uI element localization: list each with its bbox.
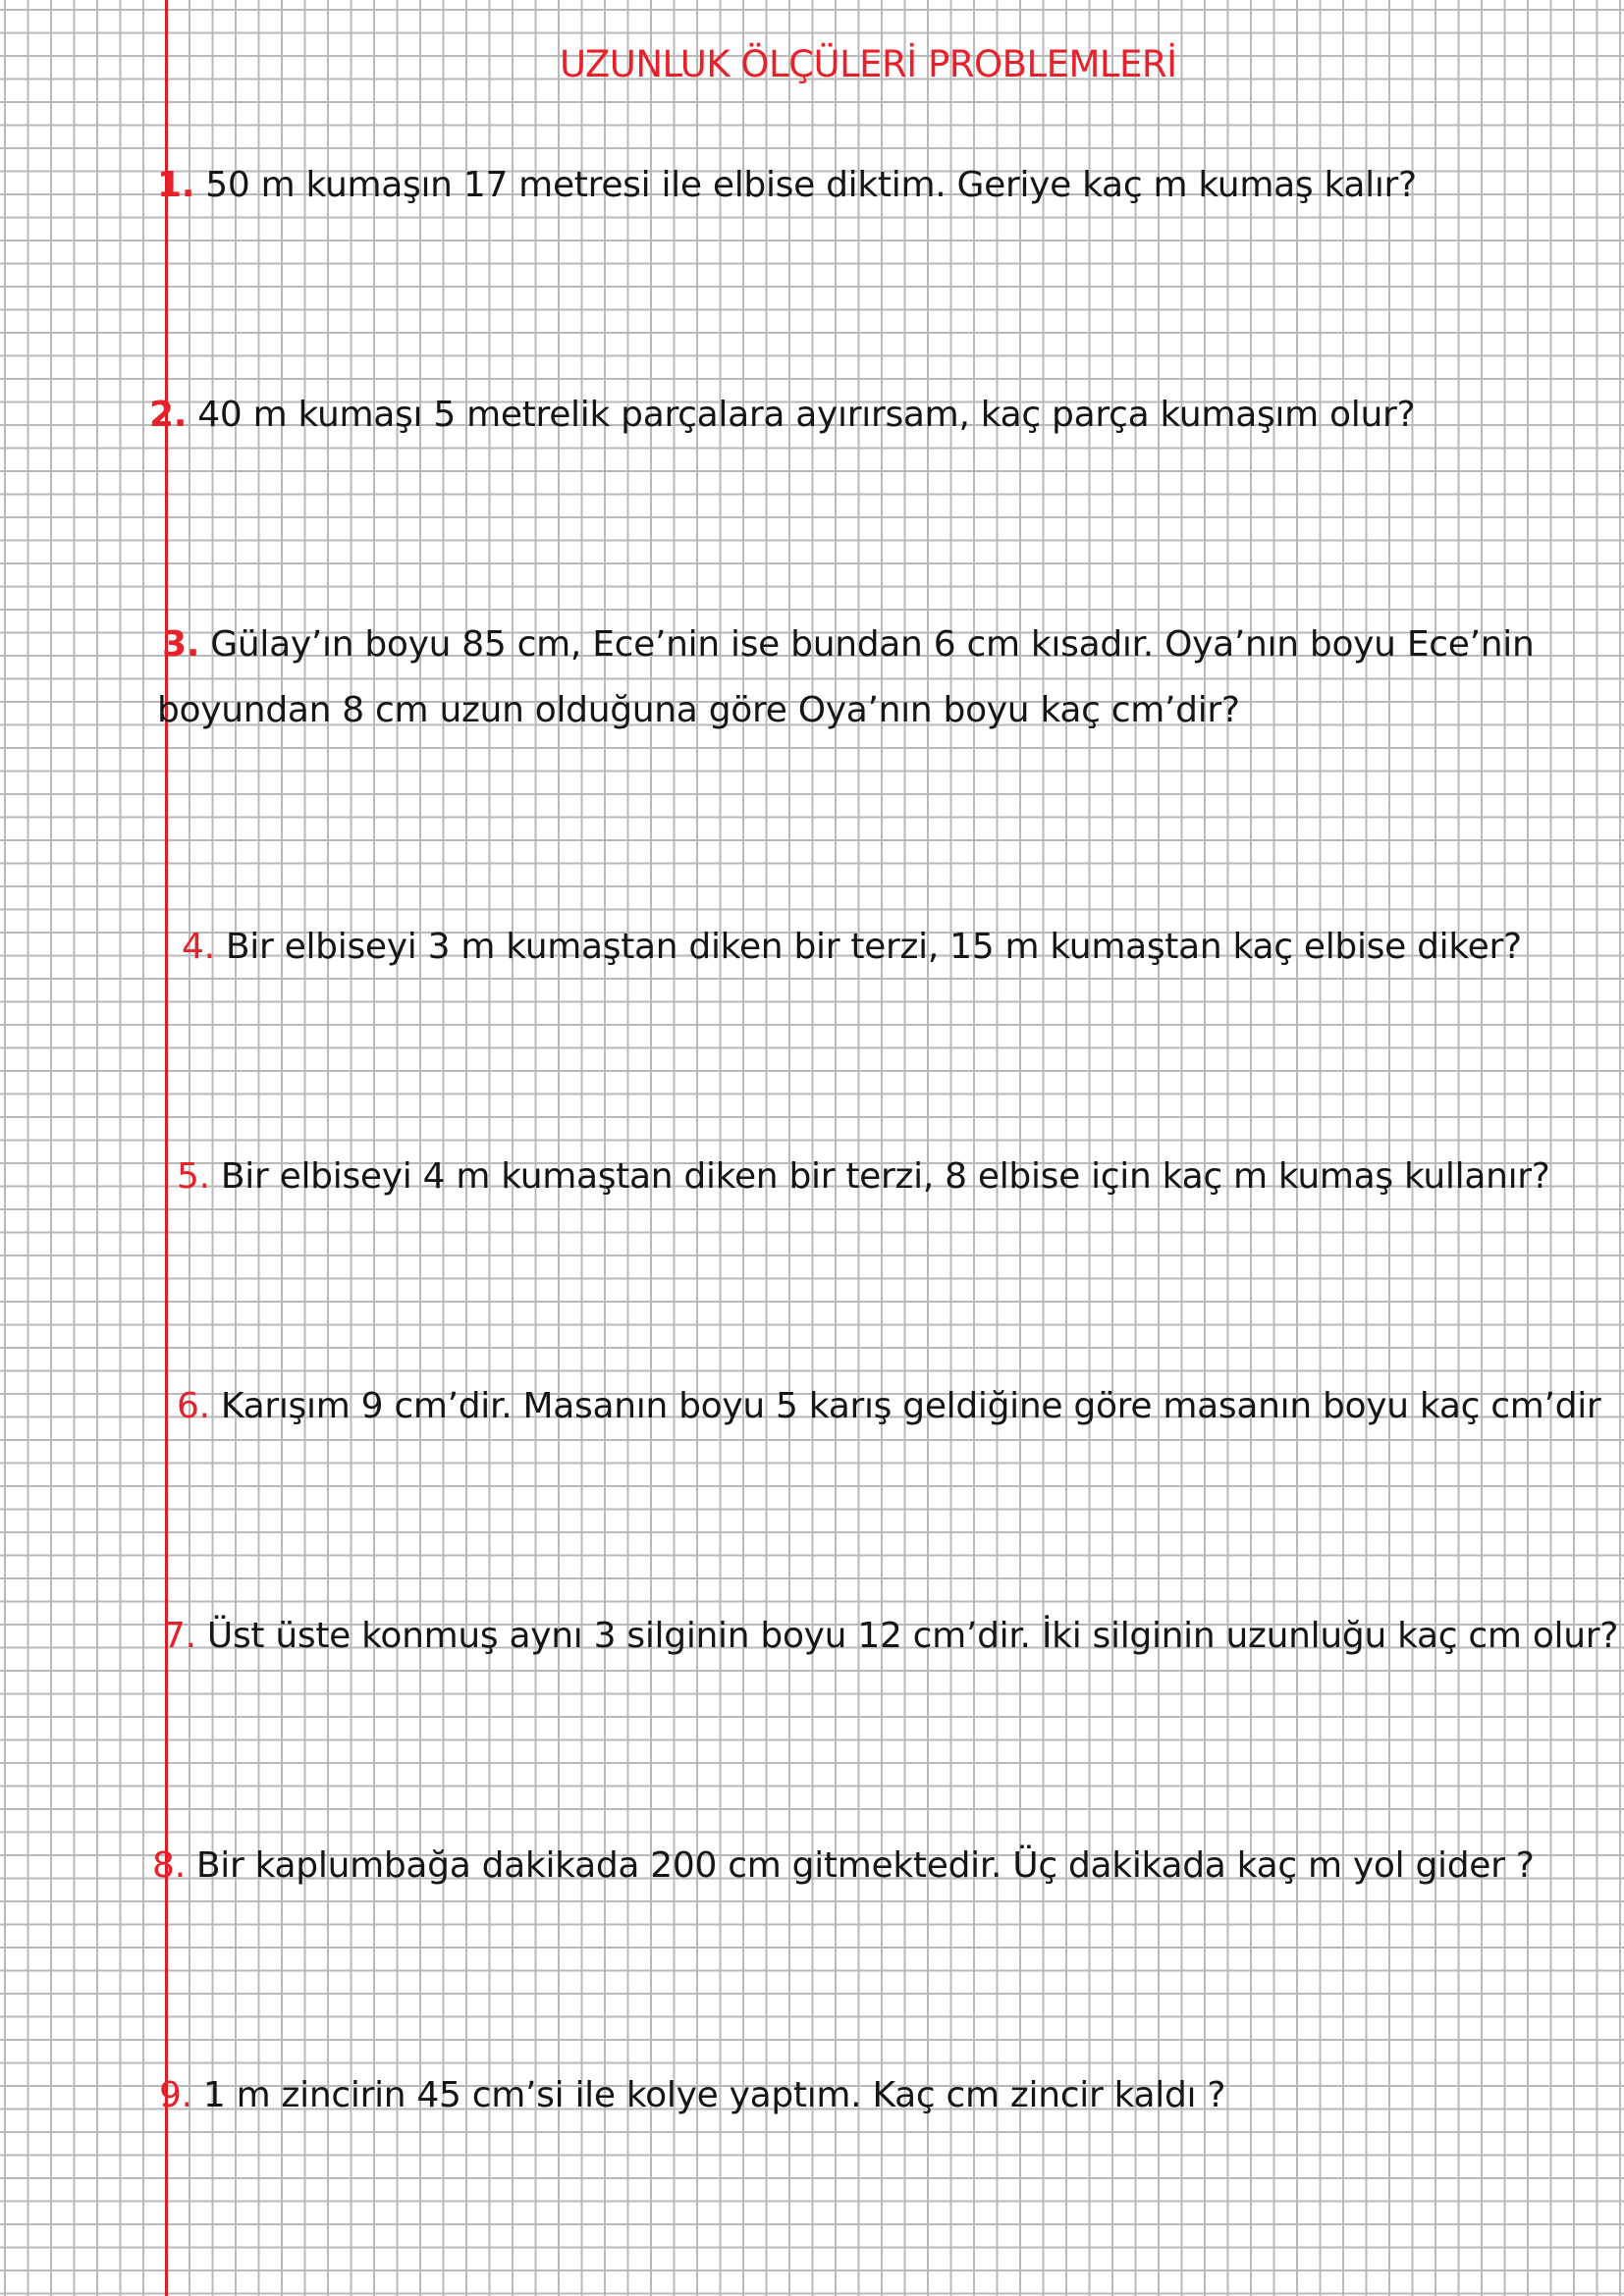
worksheet-title: UZUNLUK ÖLÇÜLERİ PROBLEMLERİ (560, 43, 1177, 85)
problem-8 (152, 1845, 1535, 1886)
problem-text-line-2: boyundan 8 cm uzun olduğuna göre Oya’nın boyu kaç cm’dir? (157, 690, 1240, 730)
problem-2 (149, 395, 1415, 435)
problem-4 (182, 927, 1522, 967)
problem-text: Bir elbiseyi 4 m kumaştan diken bir terzi, 8 elbise için kaç m kumaş kullanır? (209, 1156, 1550, 1197)
problem-text: Karışım 9 cm’dir. Masanın boyu 5 karış geldiğine göre masanın boyu kaç cm’dir (209, 1386, 1601, 1426)
problem-6 (177, 1386, 1600, 1426)
problem-number: 2. (149, 395, 188, 435)
problem-number: 1. (157, 165, 195, 205)
problem-1 (157, 165, 1417, 205)
problem-text: Üst üste konmuş aynı 3 silginin boyu 12 cm’dir. İki silginin uzunluğu kaç cm olur? (195, 1616, 1619, 1656)
problem-text: Gülay’ın boyu 85 cm, Ece’nin ise bundan 6 cm kısadır. Oya’nın boyu Ece’nin (199, 624, 1535, 665)
margin-line (165, 0, 168, 2296)
problem-text: Bir kaplumbağa dakikada 200 cm gitmektedir. Üç dakikada kaç m yol gider ? (185, 1845, 1535, 1886)
problem-7 (163, 1616, 1618, 1656)
problem-number: 4. (182, 927, 215, 967)
problem-number: 3. (162, 624, 200, 665)
problem-number: 5. (177, 1156, 210, 1197)
problem-number: 7. (163, 1616, 196, 1656)
problem-number: 6. (177, 1386, 210, 1426)
problem-text: 1 m zincirin 45 cm’si ile kolye yaptım. Kaç cm zincir kaldı ? (191, 2075, 1226, 2115)
problem-3 (157, 624, 1535, 730)
problem-text: Bir elbiseyi 3 m kumaştan diken bir terzi, 15 m kumaştan kaç elbise diker? (214, 927, 1522, 967)
problem-number: 8. (152, 1845, 186, 1886)
problem-text: 50 m kumaşın 17 metresi ile elbise diktim. Geriye kaç m kumaş kalır? (194, 165, 1417, 205)
problem-5 (177, 1156, 1550, 1197)
problem-text: 40 m kumaşı 5 metrelik parçalara ayırırsam, kaç parça kumaşım olur? (187, 395, 1416, 435)
problem-9 (159, 2075, 1225, 2115)
problem-number: 9. (159, 2075, 192, 2115)
